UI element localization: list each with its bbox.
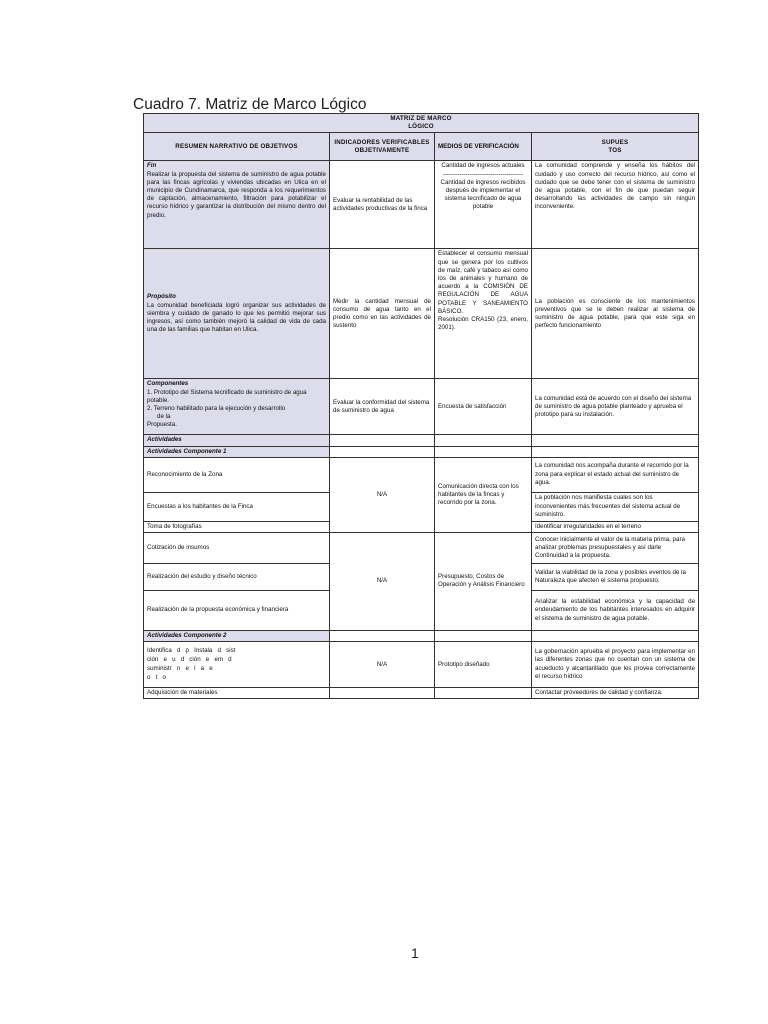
componentes-cell: [144, 379, 330, 435]
fin-means: [435, 161, 532, 249]
activity-fotografias-assumption: Identificar irregularidades en el terreno: [532, 521, 699, 532]
proposito-means: [435, 249, 532, 379]
activity-fotografias: Toma de fotografías: [144, 521, 330, 532]
group2-means: Presupuesto, Costos de Operación y Análisis Financiero: [435, 532, 532, 630]
proposito-label: Propósito: [147, 293, 176, 301]
activity-estudio: Realización del estudio y diseño técnico: [144, 563, 330, 590]
fin-text: Realizar la propuesta del sistema de suministro de agua potable para las fincas agrícolas y viviendas ubicadas en Ulica en el municipio de Cundinamarca, que responda a los requerimientos de captación, almacenamiento, filtración para potabilizar el recurso hídrico y garantizar la distribución del mismo dentro del predio.: [147, 170, 326, 219]
logical-framework-matrix: [143, 113, 699, 699]
fin-means-separator: ---------------------------------------: [442, 170, 524, 178]
activity-cotizacion: Cotización de insumos: [144, 532, 330, 563]
proposito-means-resolution: Resolución CRA150 (23, enero, 2001).: [438, 315, 528, 332]
group2-indicator: N/A: [330, 532, 435, 630]
activity-cotizacion-assumption: Conocer inicialmente el valor de la materia prima, para analizar problemas presupuestales y así darle Continuidad a la propuesta.: [532, 532, 699, 563]
proposito-cell: [144, 249, 330, 379]
matrix-title-line1: MATRIZ DE MARCO: [390, 115, 452, 122]
componentes-label: Componentes: [147, 380, 189, 388]
group3-means: Prototipo diseñado: [435, 642, 532, 688]
group1-indicator: N/A: [330, 457, 435, 532]
table-row: [144, 688, 699, 699]
header-objectives: RESUMEN NARRATIVO DE OBJETIVOS: [144, 133, 330, 161]
activity-identificacion-assumption: La gobernación aprueba el proyecto para implementar en las diferentes zonas que no cuentan con un sistema de acueducto y alcantarillado que les provea correctamente el recurso hídrico: [532, 642, 699, 688]
row-componentes: [144, 379, 699, 435]
row-proposito: [144, 249, 699, 379]
table-row: [144, 457, 699, 492]
activity-estudio-assumption: Validar la viabilidad de la zona y posibles eventos de la Naturaleza que afecten el sistema propuesto.: [532, 563, 699, 590]
group1-means: Comunicación directa con los habitantes de la fincas y recorrido por la zona.: [435, 457, 532, 532]
activity-identificacion-line1: Identifica d p Instala d sist: [147, 646, 236, 654]
proposito-assumption: La población es consciente de los mantenimientos preventivos que se le deben realizar al sistema de suministro de agua potable, para que este siga en perfecto funcionamiento: [532, 249, 699, 379]
activity-identificacion-line4: o t o: [147, 673, 166, 681]
activity-identificacion-line3: suministr n e l a e: [147, 664, 213, 672]
matrix-title: [144, 114, 699, 133]
activity-adquisicion: Adquisición de materiales: [144, 688, 330, 699]
header-assumptions-line2: TOS: [608, 146, 622, 154]
activity-propuesta: Realización de la propuesta económica y financiera: [144, 590, 330, 630]
componentes-item1: 1. Prototipo del Sistema tecnificado de suministro de agua potable.: [147, 388, 307, 404]
fin-label: Fin: [147, 162, 157, 170]
group3-indicator: N/A: [330, 642, 435, 688]
activity-adquisicion-assumption: Contactar proveedores de calidad y confianza.: [532, 688, 699, 699]
page-number: 1: [411, 945, 419, 961]
row-fin: [144, 161, 699, 249]
componentes-item2-end: Propuesta.: [147, 421, 177, 429]
proposito-indicator: Medir la cantidad mensual de consumo de agua tanto en el predio como en las actividades de sustento: [330, 249, 435, 379]
activity-encuestas-assumption: La población nos manifiesta cuales son los inconvenientes más frecuentes del sistema actual de suministro.: [532, 492, 699, 521]
componentes-indicator: Evaluar la conformidad del sistema de suministro de agua: [330, 379, 435, 435]
fin-indicator: Evaluar la rentabilidad de las actividades productivas de la finca: [330, 161, 435, 249]
actividades-componente-1-label: Actividades Componente 1: [144, 446, 330, 457]
componentes-item2: 2. Terreno habilitado para la ejecución y desarrollo: [147, 404, 286, 412]
header-indicators: INDICADORES VERIFICABLES OBJETIVAMENTE: [330, 133, 435, 161]
header-assumptions: [532, 133, 699, 161]
proposito-means-text: Establecer el consumo mensual que se genera por los cultivos de maíz, café y tabaco así como los de animales y humano de acuerdo a la COMISIÓN DE REGULACIÓN DE AGUA POTABLE Y SANEAMIENTO BÁSICO.: [438, 250, 528, 315]
fin-cell: [144, 161, 330, 249]
fin-assumption: La comunidad comprende y enseña los hábitos del cuidado y uso correcto del recurso hídrico, así como el cuidado que se debe tener con el sistema de suministro de agua potable, con el fin de que puedan seguir desarrollando las actividades de campo sin ningún inconveniente.: [532, 161, 699, 249]
fin-means-2: Cantidad de ingresos recibidos después de implementar el sistema tecnificado de agua potable: [440, 178, 526, 211]
proposito-text: La comunidad beneficiada logró organizar sus actividades de siembra y cuidado de ganado lo que les permitió mejorar sus ingresos, así como también mejoró la calidad de vida de cada una de las familias que habitan en Ulica.: [147, 301, 326, 334]
activity-encuestas: Encuestas a los habitantes de la Finca: [144, 492, 330, 521]
activity-identificacion: [144, 642, 330, 688]
componentes-means: Encuesta de satisfacción: [435, 379, 532, 435]
activity-propuesta-assumption: Analizar la estabilidad económica y la capacidad de endeudamiento de los habitantes interesados en adquirir el sistema de suministro de agua potable.: [532, 590, 699, 630]
table-row: [144, 642, 699, 688]
table-caption: Cuadro 7. Matriz de Marco Lógico: [133, 96, 367, 113]
header-assumptions-line1: SUPUES: [601, 138, 629, 146]
matrix-title-line2: LÓGICO: [408, 123, 434, 131]
componentes-item2-cont: de la: [157, 413, 171, 421]
header-means: MEDIOS DE VERIFICACIÓN: [435, 133, 532, 161]
activity-reconocimiento-assumption: La comunidad nos acompaña durante el recorrido por la zona para explicar el estado actual del suministro de agua.: [532, 457, 699, 492]
componentes-assumption: La comunidad está de acuerdo con el diseño del sistema de suministro de agua potable planteado y aprueba el prototipo para su instalación.: [532, 379, 699, 435]
activity-reconocimiento: Reconocimiento de la Zona: [144, 457, 330, 492]
actividades-componente-2-label: Actividades Componente 2: [144, 630, 330, 641]
actividades-label: Actividades: [144, 435, 330, 446]
fin-means-1: Cantidad de ingresos actuales: [441, 162, 525, 170]
table-row: [144, 532, 699, 563]
activity-identificacion-line2: ción e u d ción e em d: [147, 655, 232, 663]
